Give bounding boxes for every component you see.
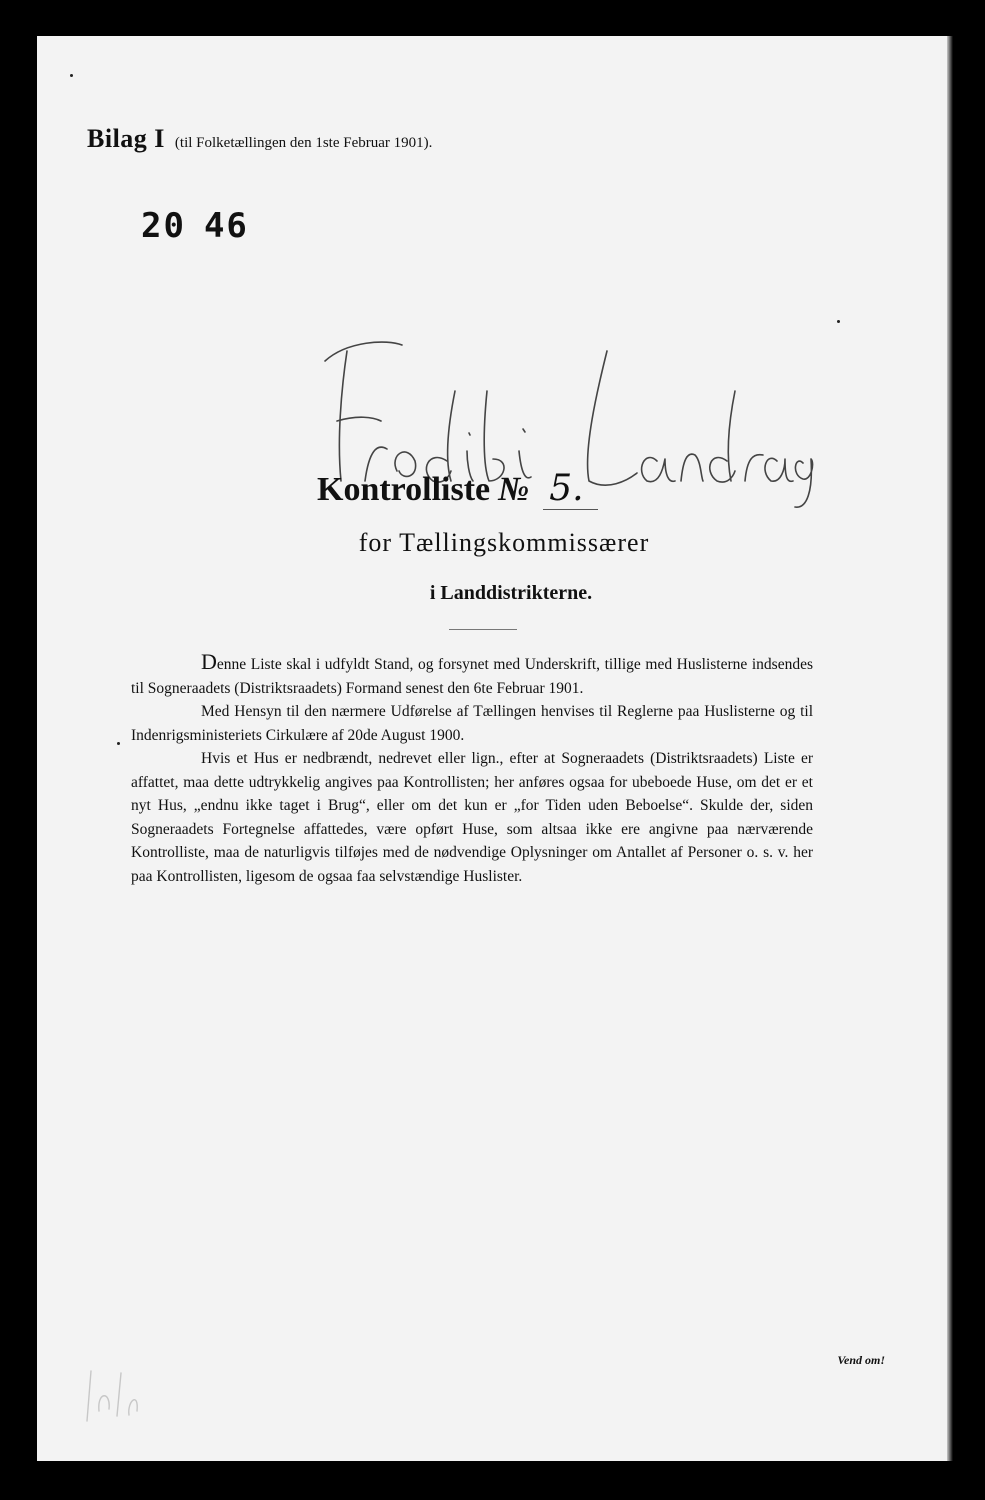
page-edge-shadow <box>947 36 953 1461</box>
stamp-part-2: 46 <box>203 206 249 246</box>
stamp-number <box>141 206 249 246</box>
subtitle-commissioners: for Tællingskommissærer <box>358 528 650 557</box>
paragraph: Med Hensyn til den nærmere Udførelse af Tællingen henvises til Reglerne paa Huslisterne og til Indenrigsministeriets Cirkulære af 20de August 1900. <box>131 703 813 744</box>
instructions-body <box>131 650 813 888</box>
title-text: Kontrolliste <box>317 471 491 508</box>
bilag-note: (til Folketællingen den 1ste Februar 1901). <box>174 135 433 151</box>
speck <box>837 320 840 323</box>
subtitle-districts: i Landdistrikterne. <box>429 582 593 604</box>
faint-pencil-marks <box>77 1361 157 1431</box>
paragraph: Denne Liste skal i udfyldt Stand, og forsynet med Underskrift, tillige med Huslisterne indsendes til Sogneraadets (Distriktsraadets) Formand senest den 6te Februar 1901. <box>131 649 813 697</box>
number-sign: № <box>498 471 530 508</box>
document-page <box>37 36 947 1461</box>
document-title <box>317 468 598 509</box>
stamp-part-1: 20 <box>141 206 186 246</box>
speck <box>70 74 73 77</box>
list-number: 5. <box>543 468 597 510</box>
speck <box>117 742 120 745</box>
divider <box>449 629 517 630</box>
bilag-label: Bilag I <box>87 124 165 153</box>
turn-over-note: Vend om! <box>837 1353 885 1367</box>
paragraph: Hvis et Hus er nedbrændt, nedrevet eller lign., efter at Sogneraadets (Distriktsraadets) Liste er affattet, maa dette udtrykkelig angives paa Kontrollisten; her anføres ogsaa for ubeboede Huse, om det er et nyt Hus, „endnu ikke taget i Brug“, eller om det kun er „for Tiden uden Beboelse“. Skulde der, siden Sogneraadets Fortegnelse affattedes, være opført Huse, som altsaa ikke ere angivne paa nærværende Kontrolliste, maa de naturligvis tilføjes med de nødvendige Oplysninger om Antallet af Personer o. s. v. her paa Kontrollisten, ligesom de ogsaa faa selvstændige Huslister. <box>131 750 813 885</box>
bilag-header <box>87 124 432 154</box>
